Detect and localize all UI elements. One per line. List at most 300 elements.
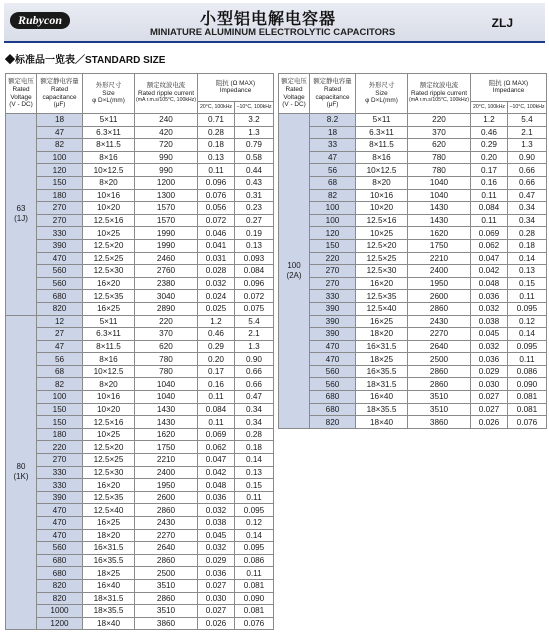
table-row xyxy=(279,403,547,416)
impedance-20c-cell: 0.024 xyxy=(198,290,235,303)
capacitance-cell: 560 xyxy=(37,265,83,278)
size-cell: 18×25 xyxy=(356,353,408,366)
table-row xyxy=(6,592,274,605)
ripple-current-cell: 2860 xyxy=(408,378,471,391)
size-cell: 8×20 xyxy=(83,176,135,189)
table-row xyxy=(6,378,274,391)
ripple-current-cell: 1750 xyxy=(408,239,471,252)
ripple-current-cell: 1750 xyxy=(135,441,198,454)
page-header xyxy=(4,3,545,43)
ripple-current-cell: 3860 xyxy=(135,617,198,630)
impedance-20c-cell: 0.045 xyxy=(471,328,508,341)
ripple-current-cell: 220 xyxy=(408,114,471,127)
capacitance-cell: 100 xyxy=(310,202,356,215)
ripple-current-cell: 370 xyxy=(135,328,198,341)
table-row xyxy=(279,189,547,202)
impedance-20c-cell: 0.036 xyxy=(471,290,508,303)
capacitance-cell: 33 xyxy=(310,139,356,152)
impedance-minus10c-cell: 0.34 xyxy=(235,403,274,416)
size-cell: 12.5×30 xyxy=(83,466,135,479)
impedance-20c-cell: 0.11 xyxy=(198,391,235,404)
header-impedance-20c: 20°C, 100kHz xyxy=(198,101,235,113)
impedance-20c-cell: 0.026 xyxy=(471,416,508,429)
table-row xyxy=(6,579,274,592)
ripple-current-cell: 1620 xyxy=(408,227,471,240)
impedance-minus10c-cell: 0.43 xyxy=(235,176,274,189)
ripple-current-cell: 2400 xyxy=(408,265,471,278)
table-row xyxy=(6,617,274,630)
impedance-minus10c-cell: 0.28 xyxy=(235,428,274,441)
impedance-minus10c-cell: 0.090 xyxy=(508,378,547,391)
ripple-current-cell: 1200 xyxy=(135,176,198,189)
size-cell: 16×20 xyxy=(356,277,408,290)
impedance-minus10c-cell: 1.3 xyxy=(508,139,547,152)
capacitance-cell: 150 xyxy=(37,403,83,416)
impedance-minus10c-cell: 0.15 xyxy=(508,277,547,290)
capacitance-cell: 470 xyxy=(37,517,83,530)
size-cell: 6.3×11 xyxy=(83,328,135,341)
ripple-current-cell: 220 xyxy=(135,315,198,328)
table-row xyxy=(279,214,547,227)
impedance-minus10c-cell: 0.58 xyxy=(235,151,274,164)
header-voltage: 额定电压 Rated Voltage (V - DC) xyxy=(6,74,37,114)
ripple-current-cell: 2640 xyxy=(408,340,471,353)
impedance-20c-cell: 0.032 xyxy=(198,277,235,290)
capacitance-cell: 470 xyxy=(37,252,83,265)
size-cell: 10×12.5 xyxy=(356,164,408,177)
impedance-20c-cell: 0.041 xyxy=(198,239,235,252)
table-row xyxy=(279,365,547,378)
table-row xyxy=(6,479,274,492)
table-row xyxy=(6,189,274,202)
impedance-minus10c-cell: 0.19 xyxy=(235,227,274,240)
impedance-minus10c-cell: 0.095 xyxy=(508,302,547,315)
impedance-20c-cell: 0.029 xyxy=(471,365,508,378)
table-row xyxy=(279,378,547,391)
table-row xyxy=(279,114,547,127)
impedance-minus10c-cell: 0.14 xyxy=(235,529,274,542)
capacitance-cell: 820 xyxy=(37,592,83,605)
header-impedance-minus10c: −10°C, 100kHz xyxy=(508,101,547,113)
size-cell: 16×40 xyxy=(356,391,408,404)
table-row xyxy=(279,176,547,189)
standard-size-table-right xyxy=(278,73,547,429)
ripple-current-cell: 990 xyxy=(135,164,198,177)
impedance-20c-cell: 0.069 xyxy=(198,428,235,441)
impedance-20c-cell: 0.030 xyxy=(471,378,508,391)
ripple-current-cell: 1620 xyxy=(135,428,198,441)
impedance-20c-cell: 0.062 xyxy=(471,239,508,252)
capacitance-cell: 560 xyxy=(310,378,356,391)
ripple-current-cell: 780 xyxy=(135,365,198,378)
impedance-20c-cell: 0.056 xyxy=(198,202,235,215)
table-row xyxy=(279,416,547,429)
impedance-20c-cell: 0.028 xyxy=(198,265,235,278)
capacitance-cell: 56 xyxy=(37,353,83,366)
capacitance-cell: 470 xyxy=(310,340,356,353)
impedance-20c-cell: 0.71 xyxy=(198,114,235,127)
impedance-minus10c-cell: 0.66 xyxy=(235,378,274,391)
impedance-minus10c-cell: 0.081 xyxy=(508,391,547,404)
impedance-minus10c-cell: 5.4 xyxy=(235,315,274,328)
capacitance-cell: 1000 xyxy=(37,605,83,618)
table-row xyxy=(279,353,547,366)
size-cell: 18×31.5 xyxy=(83,592,135,605)
ripple-current-cell: 1950 xyxy=(408,277,471,290)
ripple-current-cell: 2890 xyxy=(135,302,198,315)
table-row xyxy=(6,491,274,504)
table-row xyxy=(6,328,274,341)
capacitance-cell: 390 xyxy=(37,491,83,504)
impedance-minus10c-cell: 0.79 xyxy=(235,139,274,152)
capacitance-cell: 82 xyxy=(310,189,356,202)
capacitance-cell: 270 xyxy=(37,454,83,467)
table-row xyxy=(6,214,274,227)
table-row xyxy=(6,139,274,152)
table-row xyxy=(279,227,547,240)
header-size: 外形尺寸 Size φ D×L(mm) xyxy=(356,74,408,114)
size-cell: 12.5×25 xyxy=(83,454,135,467)
table-row xyxy=(279,328,547,341)
impedance-20c-cell: 0.027 xyxy=(198,605,235,618)
table-row xyxy=(279,139,547,152)
capacitance-cell: 680 xyxy=(37,554,83,567)
header-size: 外形尺寸 Size φ D×L(mm) xyxy=(83,74,135,114)
table-row xyxy=(6,151,274,164)
ripple-current-cell: 3510 xyxy=(408,391,471,404)
impedance-20c-cell: 0.032 xyxy=(471,340,508,353)
header-impedance-minus10c: −10°C, 100kHz xyxy=(235,101,274,113)
table-row xyxy=(6,252,274,265)
impedance-20c-cell: 0.084 xyxy=(471,202,508,215)
size-cell: 5×11 xyxy=(356,114,408,127)
size-cell: 16×25 xyxy=(356,315,408,328)
impedance-20c-cell: 0.11 xyxy=(471,214,508,227)
impedance-20c-cell: 0.027 xyxy=(471,403,508,416)
standard-size-table-left xyxy=(5,73,274,630)
ripple-current-cell: 3510 xyxy=(135,605,198,618)
ripple-current-cell: 2210 xyxy=(408,252,471,265)
impedance-20c-cell: 0.025 xyxy=(198,302,235,315)
size-cell: 10×16 xyxy=(356,189,408,202)
ripple-current-cell: 2460 xyxy=(135,252,198,265)
impedance-20c-cell: 0.17 xyxy=(471,164,508,177)
impedance-20c-cell: 0.096 xyxy=(198,176,235,189)
header-ripple-current: 额定纹波电流 Rated ripple current (mA r.m.s/105°C, 100kHz) xyxy=(135,74,198,114)
size-cell: 18×20 xyxy=(83,529,135,542)
table-row xyxy=(6,277,274,290)
impedance-20c-cell: 0.11 xyxy=(471,189,508,202)
capacitance-cell: 680 xyxy=(310,403,356,416)
impedance-20c-cell: 0.032 xyxy=(198,542,235,555)
size-cell: 10×25 xyxy=(356,227,408,240)
table-row xyxy=(6,529,274,542)
size-cell: 18×31.5 xyxy=(356,378,408,391)
capacitance-cell: 180 xyxy=(37,428,83,441)
ripple-current-cell: 2270 xyxy=(408,328,471,341)
impedance-20c-cell: 0.036 xyxy=(198,567,235,580)
capacitance-cell: 470 xyxy=(37,529,83,542)
size-cell: 12.5×16 xyxy=(83,416,135,429)
capacitance-cell: 18 xyxy=(37,114,83,127)
size-cell: 5×11 xyxy=(83,315,135,328)
capacitance-cell: 820 xyxy=(310,416,356,429)
table-row xyxy=(279,202,547,215)
table-row xyxy=(6,365,274,378)
header-voltage: 额定电压 Rated Voltage (V - DC) xyxy=(279,74,310,114)
ripple-current-cell: 1040 xyxy=(408,176,471,189)
ripple-current-cell: 370 xyxy=(408,126,471,139)
impedance-minus10c-cell: 0.072 xyxy=(235,290,274,303)
capacitance-cell: 560 xyxy=(37,277,83,290)
impedance-minus10c-cell: 0.081 xyxy=(235,605,274,618)
ripple-current-cell: 1300 xyxy=(135,189,198,202)
ripple-current-cell: 2270 xyxy=(135,529,198,542)
table-row xyxy=(6,239,274,252)
capacitance-cell: 100 xyxy=(37,151,83,164)
capacitance-cell: 220 xyxy=(37,441,83,454)
size-cell: 16×35.5 xyxy=(356,365,408,378)
capacitance-cell: 100 xyxy=(310,214,356,227)
impedance-minus10c-cell: 0.18 xyxy=(508,239,547,252)
size-cell: 8×11.5 xyxy=(356,139,408,152)
size-cell: 8×16 xyxy=(356,151,408,164)
impedance-20c-cell: 0.026 xyxy=(198,617,235,630)
impedance-20c-cell: 0.047 xyxy=(198,454,235,467)
table-row xyxy=(279,315,547,328)
size-cell: 8×16 xyxy=(83,151,135,164)
ripple-current-cell: 1430 xyxy=(135,416,198,429)
impedance-minus10c-cell: 0.12 xyxy=(508,315,547,328)
size-cell: 6.3×11 xyxy=(356,126,408,139)
table-row xyxy=(6,176,274,189)
capacitance-cell: 470 xyxy=(37,504,83,517)
ripple-current-cell: 420 xyxy=(135,126,198,139)
size-cell: 16×20 xyxy=(83,479,135,492)
impedance-minus10c-cell: 0.096 xyxy=(235,277,274,290)
table-row xyxy=(6,340,274,353)
table-row xyxy=(6,302,274,315)
table-row xyxy=(6,466,274,479)
table-row xyxy=(6,554,274,567)
ripple-current-cell: 2500 xyxy=(408,353,471,366)
size-cell: 10×25 xyxy=(83,428,135,441)
capacitance-cell: 68 xyxy=(310,176,356,189)
table-row xyxy=(6,202,274,215)
impedance-20c-cell: 0.20 xyxy=(198,353,235,366)
capacitance-cell: 27 xyxy=(37,328,83,341)
ripple-current-cell: 3040 xyxy=(135,290,198,303)
size-cell: 12.5×35 xyxy=(356,290,408,303)
capacitance-cell: 120 xyxy=(37,164,83,177)
size-cell: 12.5×25 xyxy=(83,252,135,265)
impedance-minus10c-cell: 5.4 xyxy=(508,114,547,127)
size-cell: 18×20 xyxy=(356,328,408,341)
impedance-minus10c-cell: 0.086 xyxy=(235,554,274,567)
impedance-20c-cell: 1.2 xyxy=(198,315,235,328)
impedance-20c-cell: 0.031 xyxy=(198,252,235,265)
ripple-current-cell: 1430 xyxy=(135,403,198,416)
size-cell: 8×11.5 xyxy=(83,340,135,353)
section-title: ◆标准品一览表／STANDARD SIZE xyxy=(5,55,166,66)
ripple-current-cell: 2860 xyxy=(135,592,198,605)
capacitance-cell: 680 xyxy=(37,290,83,303)
impedance-minus10c-cell: 2.1 xyxy=(235,328,274,341)
capacitance-cell: 47 xyxy=(37,340,83,353)
impedance-20c-cell: 0.28 xyxy=(198,126,235,139)
header-impedance: 阻抗 (Ω MAX) Impedance xyxy=(198,74,274,102)
ripple-current-cell: 1570 xyxy=(135,202,198,215)
capacitance-cell: 82 xyxy=(37,139,83,152)
impedance-20c-cell: 0.046 xyxy=(198,227,235,240)
ripple-current-cell: 780 xyxy=(408,151,471,164)
ripple-current-cell: 1430 xyxy=(408,214,471,227)
impedance-minus10c-cell: 0.086 xyxy=(508,365,547,378)
capacitance-cell: 150 xyxy=(37,176,83,189)
impedance-minus10c-cell: 0.076 xyxy=(508,416,547,429)
ripple-current-cell: 2760 xyxy=(135,265,198,278)
impedance-20c-cell: 0.072 xyxy=(198,214,235,227)
capacitance-cell: 270 xyxy=(37,214,83,227)
ripple-current-cell: 1990 xyxy=(135,227,198,240)
voltage-group-cell: 100 (2A) xyxy=(279,114,310,429)
impedance-minus10c-cell: 0.90 xyxy=(235,353,274,366)
capacitance-cell: 12 xyxy=(37,315,83,328)
ripple-current-cell: 780 xyxy=(408,164,471,177)
ripple-current-cell: 1990 xyxy=(135,239,198,252)
impedance-minus10c-cell: 0.66 xyxy=(235,365,274,378)
impedance-minus10c-cell: 0.13 xyxy=(508,265,547,278)
size-cell: 12.5×35 xyxy=(83,290,135,303)
impedance-minus10c-cell: 0.28 xyxy=(508,227,547,240)
size-cell: 16×25 xyxy=(83,517,135,530)
table-row xyxy=(6,353,274,366)
impedance-minus10c-cell: 0.66 xyxy=(508,176,547,189)
ripple-current-cell: 2600 xyxy=(408,290,471,303)
capacitance-cell: 680 xyxy=(37,567,83,580)
table-row xyxy=(6,227,274,240)
impedance-minus10c-cell: 0.18 xyxy=(235,441,274,454)
impedance-20c-cell: 0.038 xyxy=(198,517,235,530)
table-row xyxy=(6,290,274,303)
size-cell: 12.5×20 xyxy=(356,239,408,252)
impedance-20c-cell: 0.16 xyxy=(198,378,235,391)
impedance-minus10c-cell: 0.34 xyxy=(508,214,547,227)
ripple-current-cell: 1570 xyxy=(135,214,198,227)
capacitance-cell: 270 xyxy=(37,202,83,215)
ripple-current-cell: 2860 xyxy=(408,302,471,315)
impedance-20c-cell: 0.29 xyxy=(471,139,508,152)
ripple-current-cell: 1040 xyxy=(408,189,471,202)
impedance-20c-cell: 0.042 xyxy=(198,466,235,479)
ripple-current-cell: 1430 xyxy=(408,202,471,215)
impedance-minus10c-cell: 0.075 xyxy=(235,302,274,315)
capacitance-cell: 180 xyxy=(37,189,83,202)
impedance-minus10c-cell: 0.081 xyxy=(508,403,547,416)
table-row xyxy=(279,252,547,265)
impedance-minus10c-cell: 0.66 xyxy=(508,164,547,177)
impedance-20c-cell: 0.16 xyxy=(471,176,508,189)
impedance-minus10c-cell: 0.13 xyxy=(235,239,274,252)
impedance-20c-cell: 0.027 xyxy=(198,579,235,592)
impedance-20c-cell: 0.062 xyxy=(198,441,235,454)
header-ripple-current: 额定纹波电流 Rated ripple current (mA r.m.s/105°C, 100kHz) xyxy=(408,74,471,114)
capacitance-cell: 47 xyxy=(310,151,356,164)
size-cell: 10×25 xyxy=(83,227,135,240)
impedance-minus10c-cell: 0.095 xyxy=(235,504,274,517)
impedance-minus10c-cell: 0.14 xyxy=(508,252,547,265)
ripple-current-cell: 240 xyxy=(135,114,198,127)
size-cell: 12.5×16 xyxy=(83,214,135,227)
impedance-20c-cell: 0.030 xyxy=(198,592,235,605)
rubycon-logo: Rubycon xyxy=(10,12,70,29)
impedance-20c-cell: 0.13 xyxy=(198,151,235,164)
impedance-minus10c-cell: 1.3 xyxy=(235,126,274,139)
size-cell: 6.3×11 xyxy=(83,126,135,139)
table-row xyxy=(6,164,274,177)
series-code: ZLJ xyxy=(491,16,513,30)
size-cell: 10×12.5 xyxy=(83,365,135,378)
impedance-20c-cell: 1.2 xyxy=(471,114,508,127)
table-row xyxy=(279,302,547,315)
ripple-current-cell: 620 xyxy=(408,139,471,152)
table-row xyxy=(6,504,274,517)
size-cell: 18×35.5 xyxy=(356,403,408,416)
impedance-minus10c-cell: 0.084 xyxy=(235,265,274,278)
ripple-current-cell: 2400 xyxy=(135,466,198,479)
impedance-minus10c-cell: 0.076 xyxy=(235,617,274,630)
header-impedance-20c: 20°C, 100kHz xyxy=(471,101,508,113)
impedance-minus10c-cell: 3.2 xyxy=(235,114,274,127)
impedance-minus10c-cell: 0.095 xyxy=(508,340,547,353)
ripple-current-cell: 3510 xyxy=(135,579,198,592)
voltage-group-cell: 80 (1K) xyxy=(6,315,37,630)
impedance-minus10c-cell: 0.23 xyxy=(235,202,274,215)
table-row xyxy=(279,391,547,404)
ripple-current-cell: 1040 xyxy=(135,391,198,404)
impedance-minus10c-cell: 0.90 xyxy=(508,151,547,164)
table-row xyxy=(279,164,547,177)
impedance-20c-cell: 0.11 xyxy=(198,164,235,177)
impedance-minus10c-cell: 0.090 xyxy=(235,592,274,605)
capacitance-cell: 8.2 xyxy=(310,114,356,127)
size-cell: 12.5×25 xyxy=(356,252,408,265)
table-row xyxy=(6,454,274,467)
impedance-20c-cell: 0.11 xyxy=(198,416,235,429)
ripple-current-cell: 3860 xyxy=(408,416,471,429)
ripple-current-cell: 3510 xyxy=(408,403,471,416)
ripple-current-cell: 2380 xyxy=(135,277,198,290)
header-capacitance: 额定静电容量 Rated capacitance (μF) xyxy=(310,74,356,114)
table-row xyxy=(6,605,274,618)
ripple-current-cell: 990 xyxy=(135,151,198,164)
ripple-current-cell: 1950 xyxy=(135,479,198,492)
impedance-minus10c-cell: 0.081 xyxy=(235,579,274,592)
table-row xyxy=(6,391,274,404)
table-row xyxy=(6,567,274,580)
impedance-minus10c-cell: 0.27 xyxy=(235,214,274,227)
impedance-20c-cell: 0.038 xyxy=(471,315,508,328)
capacitance-cell: 390 xyxy=(310,315,356,328)
capacitance-cell: 150 xyxy=(37,416,83,429)
impedance-minus10c-cell: 0.095 xyxy=(235,542,274,555)
table-row xyxy=(6,428,274,441)
table-row xyxy=(279,239,547,252)
header-capacitance: 额定静电容量 Rated capacitance (μF) xyxy=(37,74,83,114)
impedance-20c-cell: 0.076 xyxy=(198,189,235,202)
impedance-minus10c-cell: 0.093 xyxy=(235,252,274,265)
size-cell: 10×16 xyxy=(83,189,135,202)
